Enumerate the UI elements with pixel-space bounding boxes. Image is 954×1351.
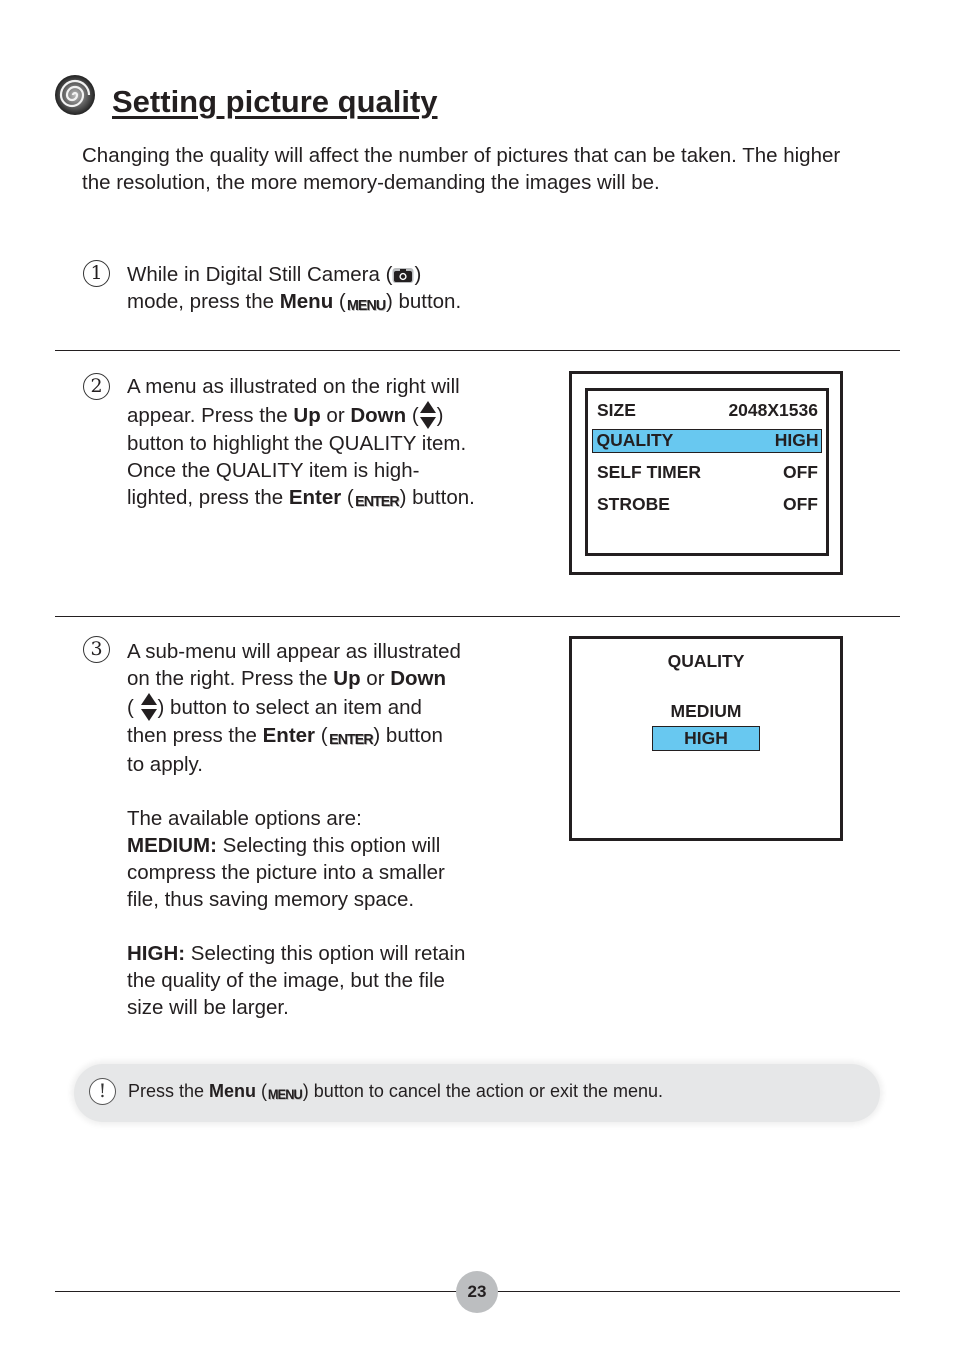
camera-icon xyxy=(392,267,414,283)
medium-option-label: MEDIUM: xyxy=(127,834,217,857)
medium-option-line-2: compress the picture into a smaller xyxy=(127,861,445,884)
swirl-icon xyxy=(54,74,96,116)
down-label: Down xyxy=(390,667,447,690)
menu-screen-inner xyxy=(585,388,829,556)
step-1-line-2: mode, press the xyxy=(127,290,280,313)
enter-key-icon: ENTER xyxy=(328,731,373,748)
menu-row-label: STROBE xyxy=(597,494,670,514)
menu-label: Menu xyxy=(279,290,334,313)
step-3-enter-paren: ( xyxy=(315,724,328,747)
submenu-screen-illustration xyxy=(569,636,843,841)
step-3-text xyxy=(127,638,465,1021)
up-label: Up xyxy=(333,667,361,690)
step-2-open-paren: ( xyxy=(406,404,419,427)
step-2-line-5-end: ) button. xyxy=(399,486,475,509)
menu-row-label: SELF TIMER xyxy=(597,462,702,482)
note-text-end: ) button to cancel the action or exit the menu. xyxy=(302,1081,664,1101)
step-2-line-4: Once the QUALITY item is high- xyxy=(127,459,420,482)
high-option-line-3: size will be larger. xyxy=(127,996,289,1019)
note-bar xyxy=(74,1064,880,1122)
step-3-line-5: to apply. xyxy=(127,753,203,776)
step-3-line-4-end: ) button xyxy=(373,724,443,747)
step-2-line-1: A menu as illustrated on the right will xyxy=(127,375,460,398)
submenu-option-high-selected: HIGH xyxy=(652,726,760,751)
step-number-2: 2 xyxy=(83,373,110,400)
menu-screen-illustration xyxy=(569,371,843,575)
menu-row-label: QUALITY xyxy=(596,430,674,450)
step-3-line-1: A sub-menu will appear as illustrated xyxy=(127,640,461,663)
step-3-line-2: on the right. Press the xyxy=(127,667,334,690)
intro-paragraph: Changing the quality will affect the number of pictures that can be taken. The higher the resolution, the more memory-demanding the images will be. xyxy=(82,144,841,194)
menu-row-value: OFF xyxy=(783,462,818,482)
high-option-label: HIGH: xyxy=(127,942,186,965)
step-1-line-1: While in Digital Still Camera ( xyxy=(127,263,393,286)
medium-option-line-3: file, thus saving memory space. xyxy=(127,888,415,911)
step-3-open-paren: ( xyxy=(127,696,134,719)
note-text-start: Press the xyxy=(128,1081,210,1101)
submenu-option-medium: MEDIUM xyxy=(670,701,742,721)
menu-row-strobe xyxy=(592,492,822,516)
options-heading: The available options are: xyxy=(127,807,362,830)
page-number: 23 xyxy=(456,1271,498,1313)
or-text: or xyxy=(360,667,391,690)
step-2-line-2: appear. Press the xyxy=(127,404,294,427)
step-2-close-paren: ) xyxy=(436,404,444,427)
step-3-line-3: ) button to select an item and xyxy=(157,696,422,719)
enter-label: Enter xyxy=(262,724,316,747)
note-open-paren: ( xyxy=(256,1081,268,1101)
up-down-arrow-icon xyxy=(419,400,437,430)
menu-key-icon: MENU xyxy=(346,297,385,314)
step-3-line-4: then press the xyxy=(127,724,263,747)
up-label: Up xyxy=(293,404,321,427)
menu-row-quality-highlighted xyxy=(592,429,822,453)
menu-label: Menu xyxy=(209,1081,257,1101)
high-option-text: Selecting this option will retain xyxy=(185,942,466,965)
or-text: or xyxy=(320,404,351,427)
step-2-line-5: lighted, press the xyxy=(127,486,289,509)
step-1-open-paren: ( xyxy=(333,290,346,313)
step-2-enter-paren: ( xyxy=(341,486,354,509)
step-2-text xyxy=(127,373,475,513)
step-2-line-3: button to highlight the QUALITY item. xyxy=(127,432,467,455)
menu-row-self-timer xyxy=(592,460,822,484)
submenu-title: QUALITY xyxy=(667,651,745,671)
exclamation-icon: ! xyxy=(89,1078,116,1105)
medium-option-text: Selecting this option will xyxy=(216,834,441,857)
divider xyxy=(55,616,900,617)
note-text xyxy=(128,1081,663,1102)
menu-row-size xyxy=(592,398,822,422)
menu-row-value: OFF xyxy=(783,494,818,514)
menu-row-label: SIZE xyxy=(597,400,636,420)
step-number-1: 1 xyxy=(83,260,110,287)
step-1-line-2-end: ) button. xyxy=(385,290,462,313)
menu-row-value: 2048X1536 xyxy=(728,400,818,420)
menu-row-value: HIGH xyxy=(774,430,819,450)
step-1-text xyxy=(127,261,461,317)
enter-key-icon: ENTER xyxy=(354,493,399,510)
up-down-arrow-icon xyxy=(140,692,158,722)
down-label: Down xyxy=(350,404,407,427)
step-1-line-1-close: ) xyxy=(414,263,422,286)
menu-key-icon: MENU xyxy=(267,1087,302,1102)
page-title: Setting picture quality xyxy=(112,84,438,119)
step-number-3: 3 xyxy=(83,636,110,663)
high-option-line-2: the quality of the image, but the file xyxy=(127,969,445,992)
divider xyxy=(55,350,900,351)
enter-label: Enter xyxy=(288,486,342,509)
